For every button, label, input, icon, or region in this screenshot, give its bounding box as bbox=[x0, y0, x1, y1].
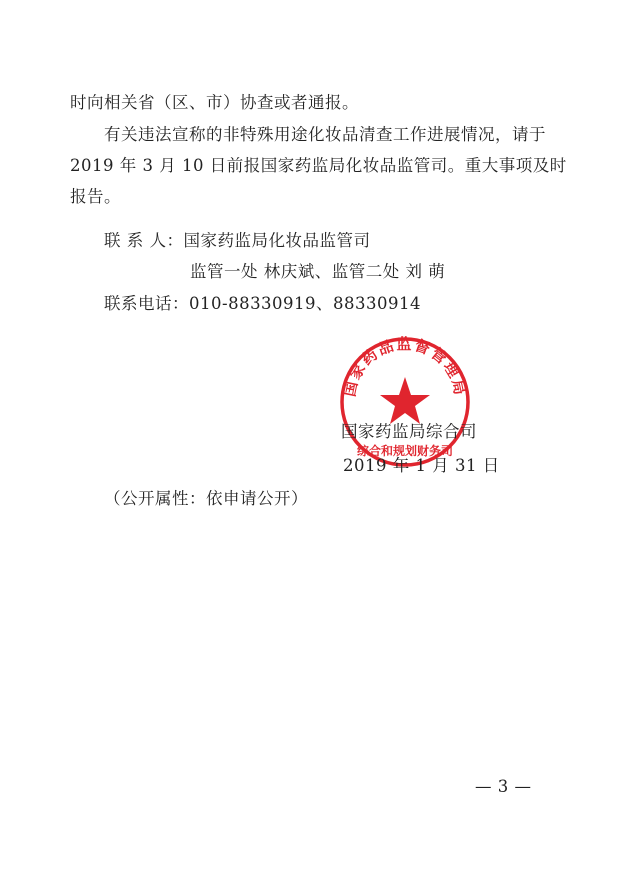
body-line: 2019 年 3 月 10 日前报国家药监局化妆品监管司。重大事项及时 bbox=[70, 156, 567, 175]
contact-value: 国家药监局化妆品监管司 bbox=[183, 231, 371, 250]
phone-row bbox=[104, 290, 421, 314]
star-icon bbox=[380, 377, 430, 424]
body-line: 有关违法宣称的非特殊用途化妆品清查工作进展情况，请于 bbox=[104, 125, 546, 144]
page-number: — 3 — bbox=[475, 777, 532, 796]
contact-names: 监管一处 林庆斌、监管二处 刘 萌 bbox=[190, 262, 446, 281]
body-line: 时向相关省（区、市）协查或者通报。 bbox=[70, 93, 359, 112]
official-seal bbox=[338, 335, 472, 469]
signing-date: 2019 年 1 月 31 日 bbox=[343, 456, 500, 475]
svg-text:综合和规划财务司: 综合和规划财务司 bbox=[356, 444, 454, 458]
contact-row bbox=[104, 227, 371, 251]
svg-text:国家药品监督管理局: 国家药品监督管理局 bbox=[340, 335, 470, 399]
phone-value: 010-88330919、88330914 bbox=[189, 294, 422, 313]
contact-label: 联 系 人： bbox=[104, 231, 184, 250]
disclosure-note: （公开属性：依申请公开） bbox=[104, 489, 308, 508]
body-line: 报告。 bbox=[70, 187, 121, 206]
phone-label: 联系电话： bbox=[104, 294, 189, 313]
signing-org: 国家药监局综合司 bbox=[341, 422, 477, 441]
